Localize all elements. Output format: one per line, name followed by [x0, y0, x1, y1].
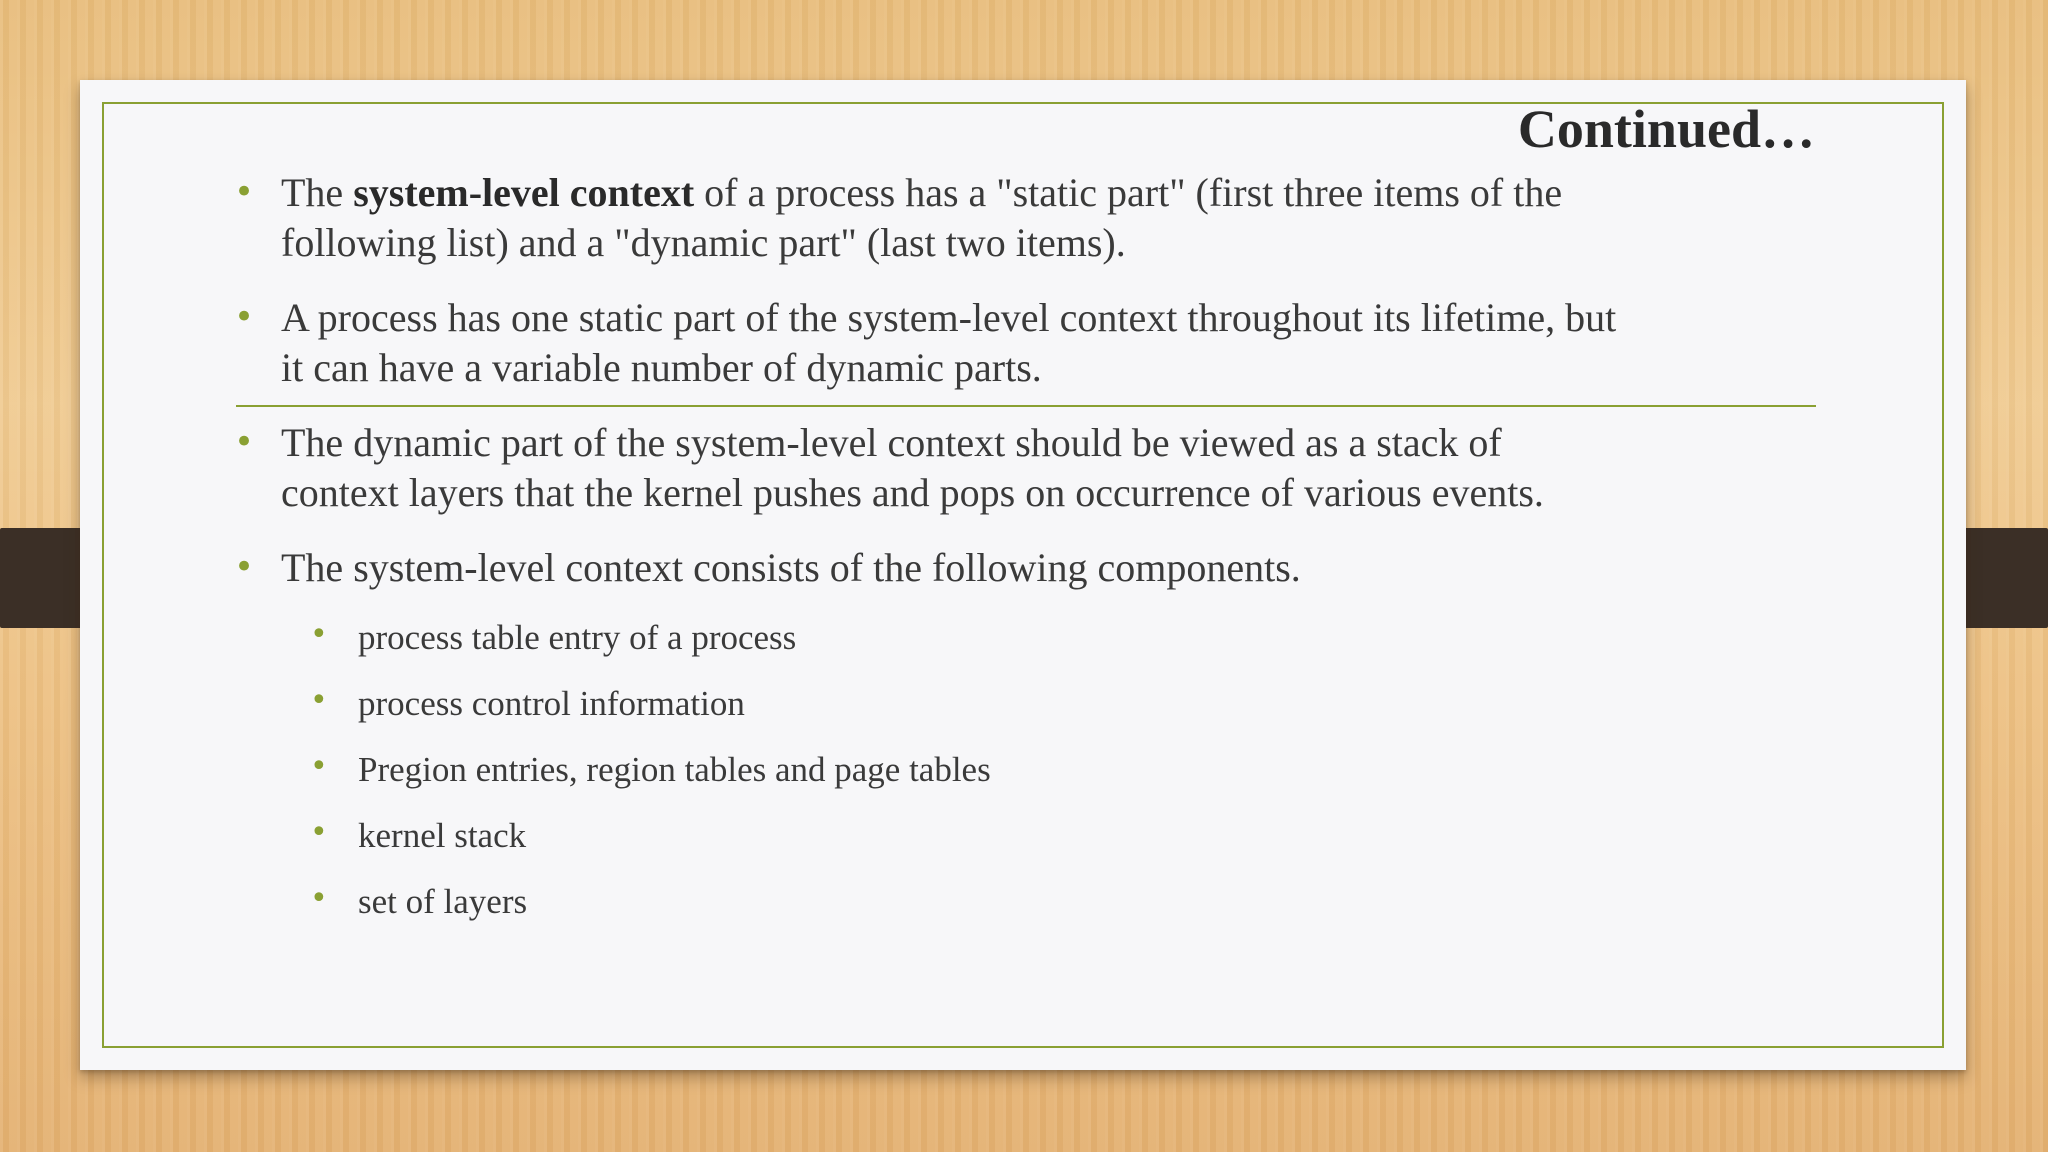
slide-title: Continued… — [1517, 99, 1815, 159]
sub-bullet-item-5 — [310, 880, 528, 924]
bullet-1-line-2: following list) and a "dynamic part" (last two items). — [281, 220, 1126, 265]
bullet-3-line-2: context layers that the kernel pushes and pops on occurrence of various events. — [281, 470, 1544, 515]
bullet-icon: • — [310, 749, 328, 784]
bullet-item-4 — [234, 543, 1301, 593]
bold-term: system-level context — [353, 170, 695, 215]
bullet-3-line-1: The dynamic part of the system-level context should be viewed as a stack of — [281, 420, 1502, 465]
sub-bullet-item-4 — [310, 814, 527, 858]
bullet-item-2 — [234, 293, 1617, 393]
bullet-icon: • — [234, 297, 255, 337]
sub-bullet-text: Pregion entries, region tables and page tables — [358, 750, 991, 789]
bullet-item-3 — [234, 418, 1544, 518]
sub-bullet-text: kernel stack — [358, 816, 527, 855]
bullet-4-line-1: The system-level context consists of the following components. — [281, 545, 1301, 590]
sub-bullet-text: process table entry of a process — [358, 618, 797, 657]
slide — [80, 80, 1966, 1070]
bullet-icon: • — [234, 172, 255, 212]
divider-line — [236, 405, 1816, 407]
bullet-icon: • — [234, 547, 255, 587]
bullet-2-line-2: it can have a variable number of dynamic parts. — [281, 345, 1042, 390]
bullet-1-line-1: The system-level context of a process has a "static part" (first three items of the — [281, 170, 1563, 215]
sub-bullet-item-1 — [310, 616, 797, 660]
bullet-icon: • — [310, 815, 328, 850]
bullet-icon: • — [310, 617, 328, 652]
sub-bullet-item-3 — [310, 748, 991, 792]
sub-bullet-item-2 — [310, 682, 745, 726]
bullet-icon: • — [310, 683, 328, 718]
sub-bullet-text: process control information — [358, 684, 745, 723]
sub-bullet-text: set of layers — [358, 882, 528, 921]
bullet-list — [80, 80, 1966, 1070]
bullet-icon: • — [310, 881, 328, 916]
bullet-icon: • — [234, 422, 255, 462]
bullet-item-1 — [234, 168, 1563, 268]
bullet-2-line-1: A process has one static part of the system-level context throughout its lifetime, but — [281, 295, 1617, 340]
